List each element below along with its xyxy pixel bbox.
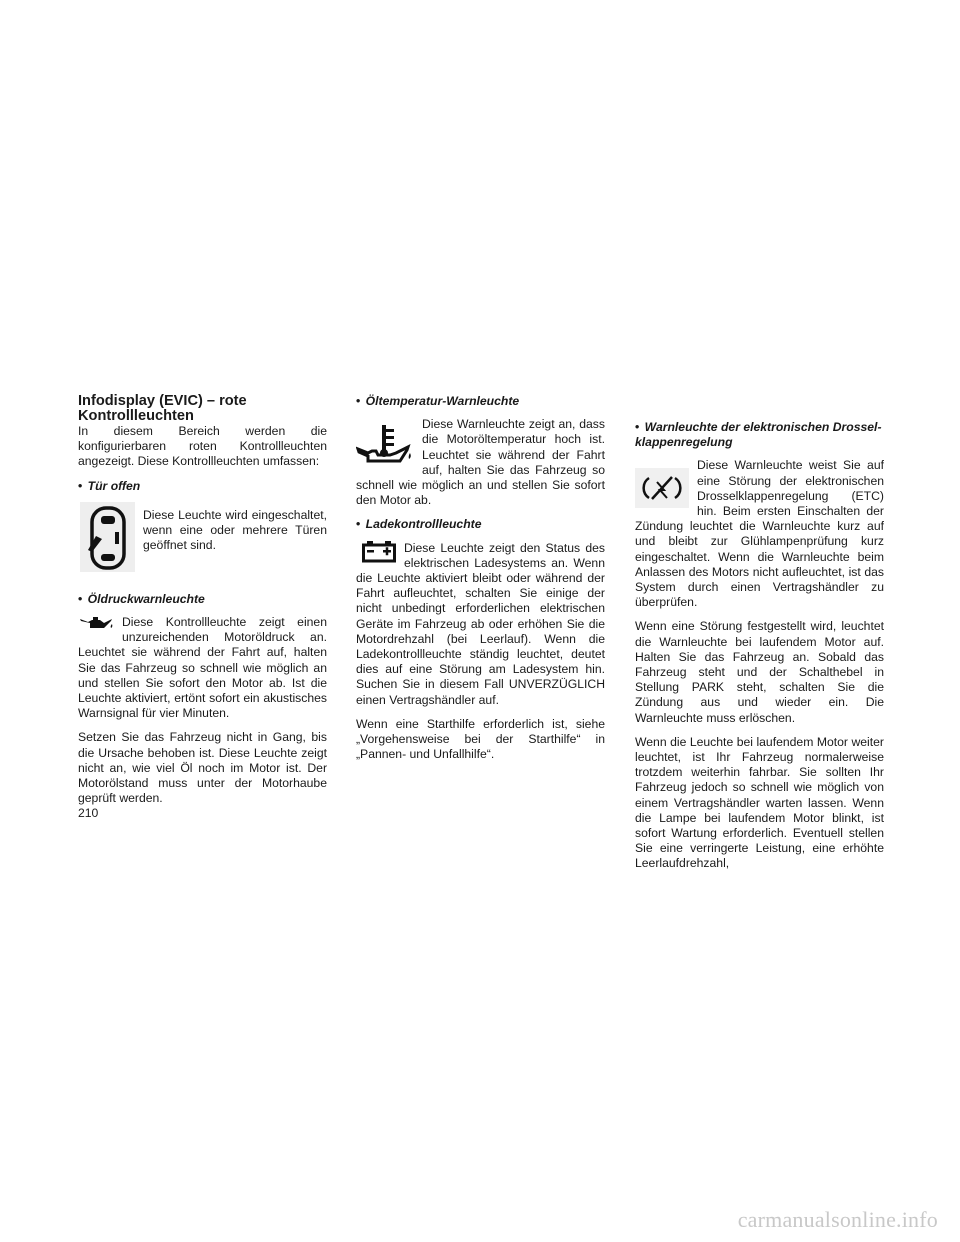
door-open-title-text: Tür offen — [87, 478, 141, 493]
page-number: 210 — [78, 806, 99, 820]
section-heading — [78, 394, 327, 424]
etc-block — [635, 458, 884, 610]
etc-text: Diese Warnleuchte weist Sie auf eine Störung der elektronischen Drosselklappenregelung (ETC) hin. Beim ersten Einschalten der Zündung leuchtet die Warnleuchte kurz auf und bleibt zur Glühlampenprüfung kurz eingeschaltet. Wenn die Warnleuchte beim Anlassen des Motors nicht aufleuchtet, ist das System durch einen Vertragshändler zu überprüfen. — [635, 458, 884, 610]
charging-title — [356, 517, 605, 532]
charging-title-text: Ladekontrollleuchte — [365, 517, 482, 532]
oil-temp-text: Diese Warnleuchte zeigt an, dass die Motoröltemperatur hoch ist. Leuchtet sie während der Fahrt auf, halten Sie das Fahrzeug so schnell wie möglich an und stellen Sie sofort den Motor ab. — [356, 417, 605, 508]
oil-temperature-icon — [356, 423, 414, 471]
battery-icon — [362, 541, 396, 563]
charging-text: Diese Leuchte zeigt den Status des elektrischen Ladesystems an. Wenn die Leuchte aktiviert bleibt oder während der Fahrt aufleuchtet, schalten Sie einige der nicht unbedingt erforderlichen elektrischen Geräte im Fahrzeug ab oder erhöhen Sie die Motordrehzahl (bei Leerlauf). Wenn die Ladekontrollleuchte ständig leuchtet, deutet dies auf eine Störung am Ladesystem hin. Suchen Sie in diesem Fall UNVERZÜGLICH einen Vertragshändler auf. — [356, 540, 605, 707]
column-left — [78, 394, 327, 806]
oil-pressure-text: Diese Kontrollleuchte zeigt einen unzureichenden Motoröldruck an. Leuchtet sie während der Fahrt auf, halten Sie das Fahrzeug so schnell wie möglich an und stellen Sie sofort den Motor ab. Ist die Leuchte aktiviert, ertönt sofort ein akustisches Warnsignal für vier Minuten. — [78, 615, 327, 721]
etc-title-line1: Warnleuchte der elektronischen Drossel- — [644, 420, 882, 434]
oil-pressure-title — [78, 592, 327, 607]
oil-temp-title — [356, 394, 605, 409]
door-open-text: Diese Leuchte wird eingeschaltet, wenn eine oder mehrere Türen geöffnet sind. — [143, 507, 327, 553]
oil-pressure-title-text: Öldruckwarnleuchte — [87, 591, 205, 606]
intro-paragraph: In diesem Bereich werden die konfigurierbaren roten Kontrollleuchten angezeigt. Diese Kontrollleuchten umfassen: — [78, 424, 327, 469]
door-open-title — [78, 479, 327, 494]
bullet: • — [635, 420, 640, 434]
oil-pressure-block — [78, 615, 327, 721]
bullet: • — [356, 394, 361, 408]
oil-can-icon — [78, 615, 114, 635]
bullet: • — [78, 591, 83, 606]
oil-temp-title-text: Öltemperatur-Warnleuchte — [365, 394, 520, 408]
charging-text-2: Wenn eine Starthilfe erforderlich ist, siehe „Vorgehensweise bei der Starthilfe“ in „Pannen- und Unfallhilfe“. — [356, 716, 605, 762]
bullet: • — [356, 517, 361, 532]
oil-temp-block — [356, 417, 605, 508]
door-open-icon — [80, 502, 135, 572]
etc-title-line2: klappenregelung — [635, 435, 733, 450]
section-heading-line2: Kontrollleuchten — [78, 408, 194, 424]
electronic-throttle-control-icon — [635, 468, 689, 508]
section-heading-line1: Infodisplay (EVIC) – rote — [78, 393, 247, 409]
door-open-block — [78, 502, 327, 572]
bullet: • — [78, 478, 83, 493]
column-right — [635, 394, 884, 872]
charging-block — [356, 541, 605, 708]
column-middle — [356, 394, 605, 762]
etc-text-2: Wenn eine Störung festgestellt wird, leuchtet die Warnleuchte bei laufendem Motor auf. Halten Sie das Fahrzeug an. Sobald das Fahrzeug steht und der Schalthebel in Stellung PARK steht, schalten Sie die Zündung aus und wieder ein. Die Warnleuchte muss erlöschen. — [635, 619, 884, 725]
etc-title — [635, 420, 884, 450]
etc-text-3: Wenn die Leuchte bei laufendem Motor weiter leuchtet, ist Ihr Fahrzeug normalerweise trotzdem weiterhin fahrbar. Sie sollten Ihr Fahrzeug jedoch so schnell wie möglich von einem Vertragshändler warten lassen. Wenn die Lampe bei laufendem Motor blinkt, ist sofort Wartung erforderlich. Eventuell stellen Sie eine verringerte Leistung, eine erhöhte Leerlaufdrehzahl, — [635, 734, 884, 871]
watermark: carmanualsonline.info — [737, 1207, 938, 1232]
oil-pressure-text-2: Setzen Sie das Fahrzeug nicht in Gang, bis die Ursache behoben ist. Diese Leuchte zeigt nicht an, wie viel Öl noch im Motor ist. Der Motorölstand muss unter der Motorhaube geprüft werden. — [78, 730, 327, 806]
